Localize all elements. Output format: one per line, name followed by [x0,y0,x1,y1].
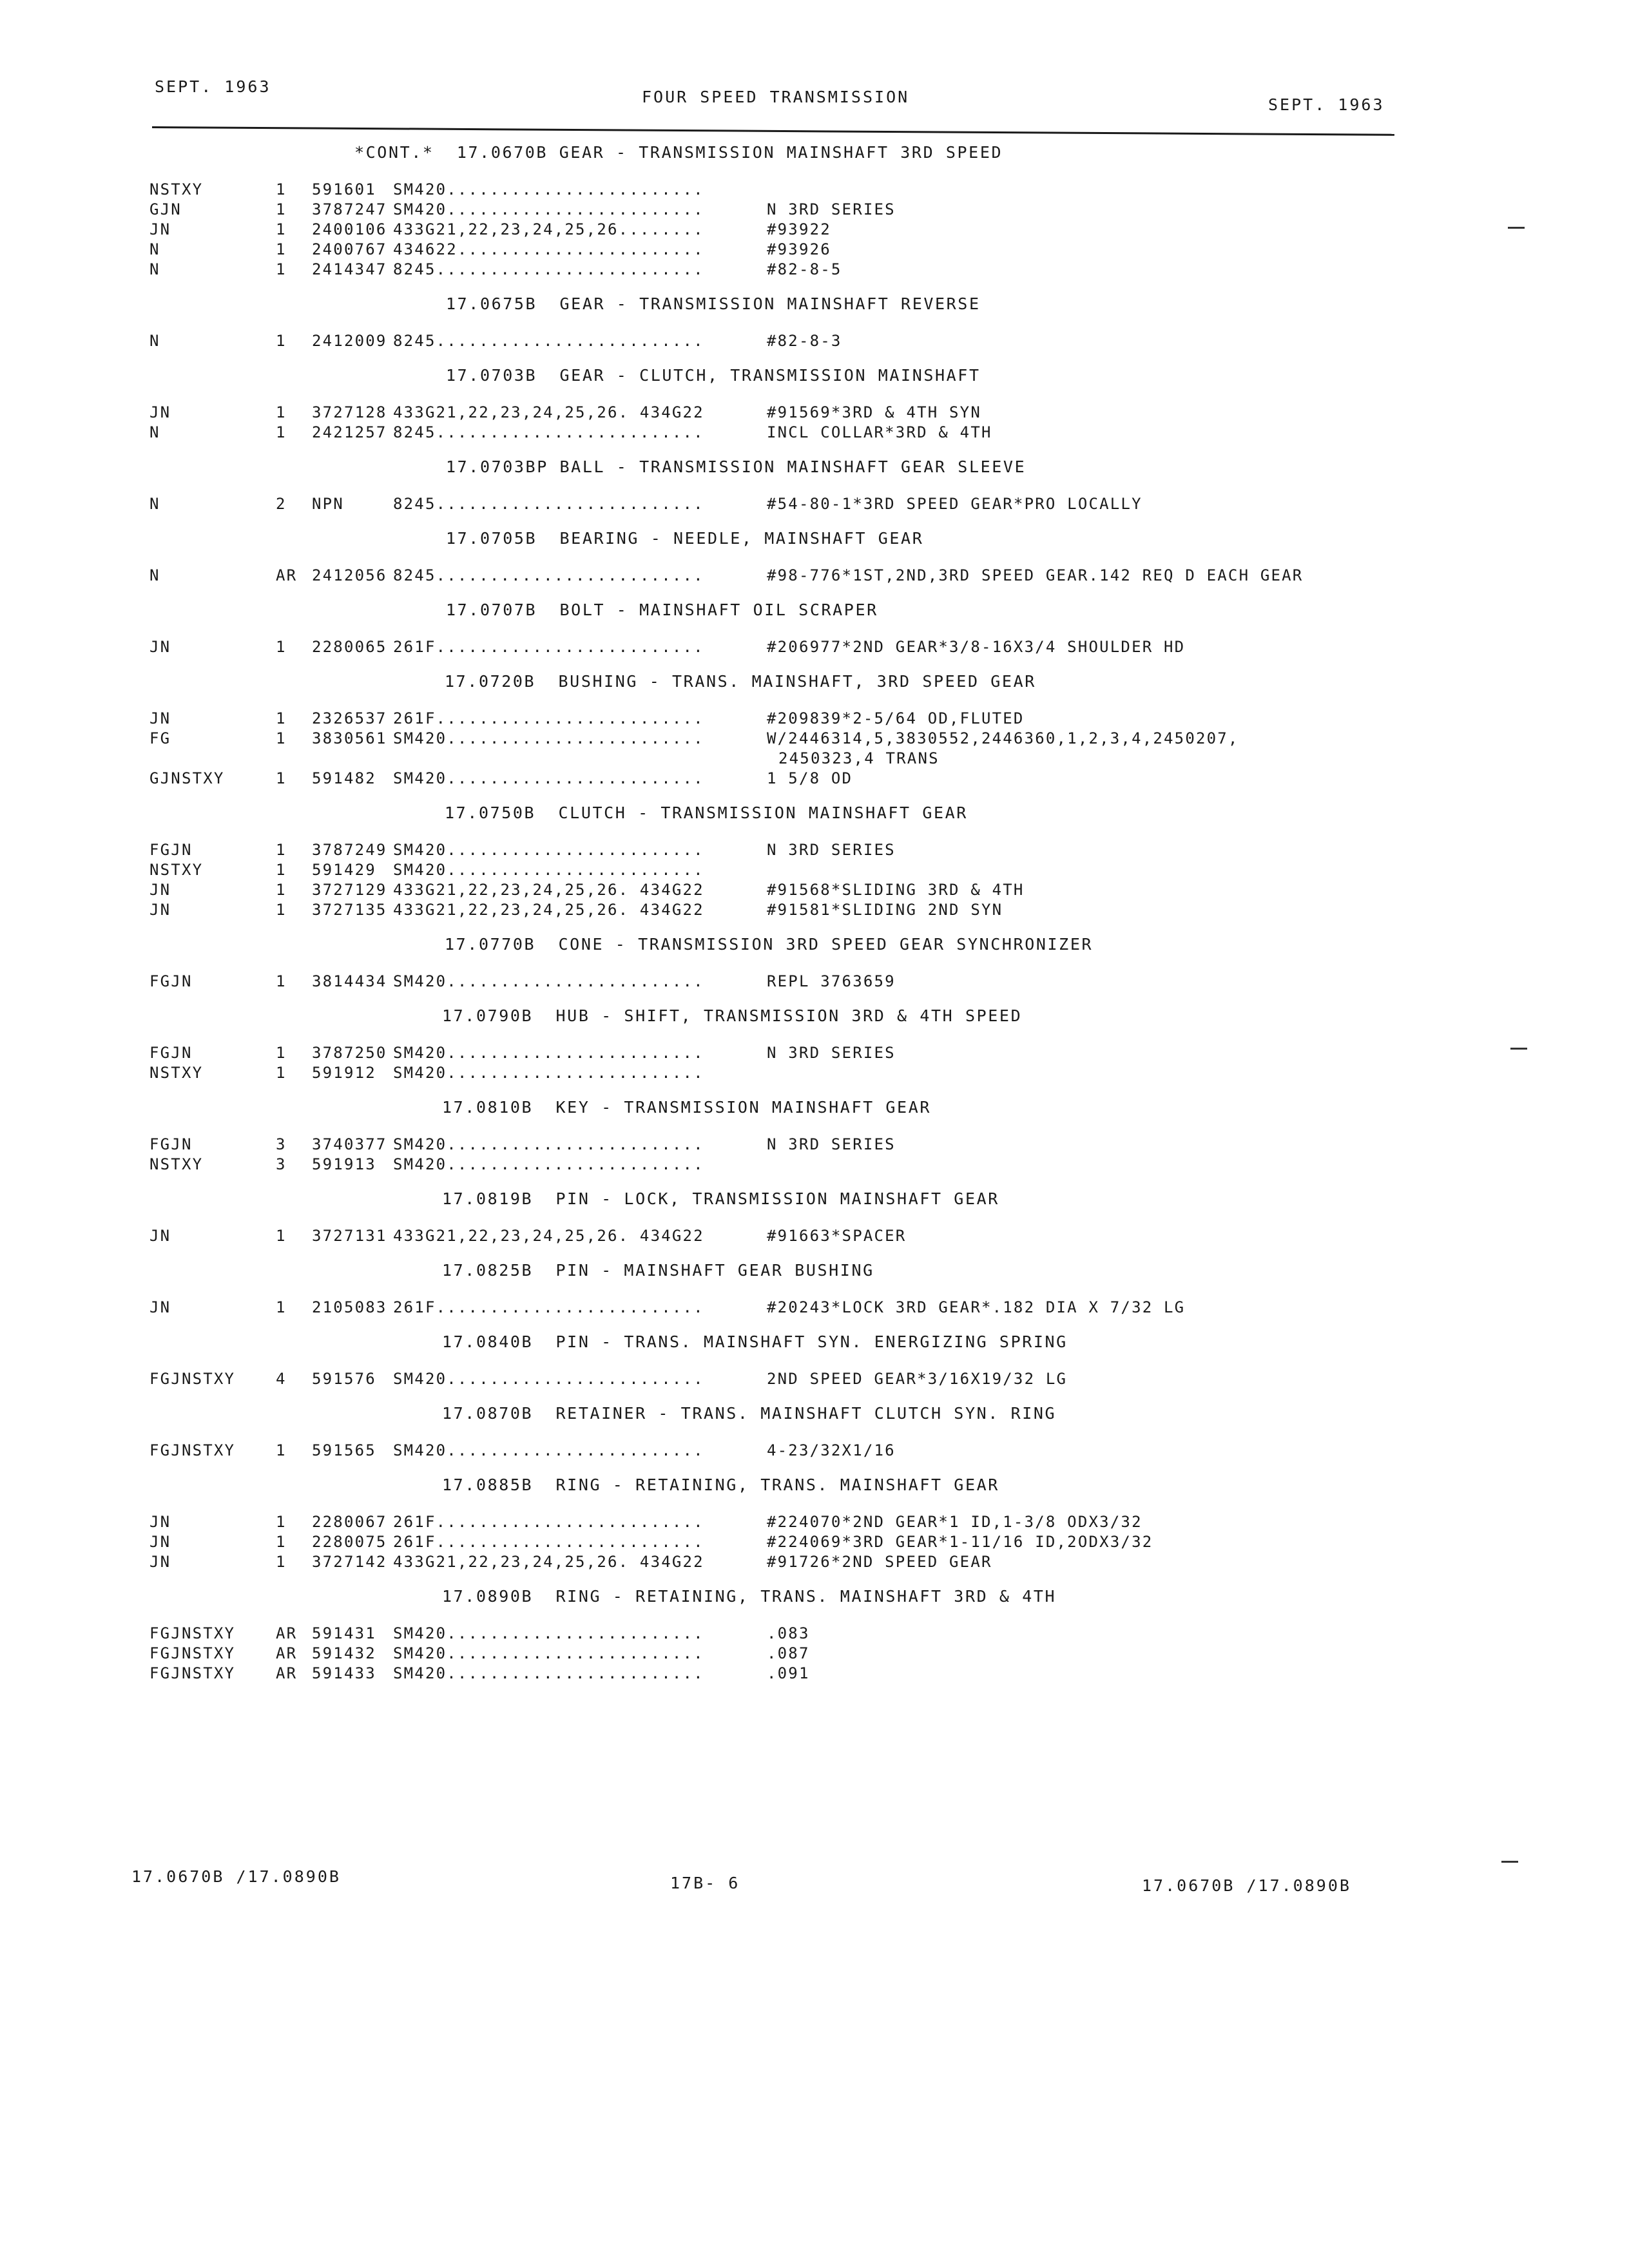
application: SM420........................ [393,200,704,218]
section-rows [149,1624,1425,1684]
quantity: 1 [276,729,287,747]
section-title: 17.0707B BOLT - MAINSHAFT OIL SCRAPER [446,601,878,619]
model-code: N [149,260,160,278]
application: SM420........................ [393,1370,704,1388]
application: 8245......................... [393,332,704,350]
quantity: 1 [276,1064,287,1082]
model-code: NSTXY [149,1064,204,1082]
part-row [149,1064,1425,1084]
application: 261F......................... [393,1533,704,1551]
part-row [149,1044,1425,1064]
section-rows [149,1044,1425,1084]
part-row [149,1227,1425,1247]
part-row [149,1533,1425,1553]
part-row [149,709,1425,729]
model-code: JN [149,881,171,899]
quantity: 1 [276,403,287,421]
application: 433G21,22,23,24,25,26. 434G22 [393,403,704,421]
section-rows [149,1298,1425,1318]
remark: #93922 [767,220,831,238]
parts-section [149,529,1425,586]
application: 433G21,22,23,24,25,26........ [393,220,704,238]
part-number: 3787247 [312,200,387,218]
part-number: 3814434 [312,972,387,990]
section-title: 17.0703BP BALL - TRANSMISSION MAINSHAFT GEAR SLEEVE [446,457,1027,476]
part-row [149,881,1425,901]
footer-range-left: 17.0670B /17.0890B [131,1867,341,1886]
part-row [149,901,1425,921]
application: 8245......................... [393,566,704,584]
section-title-row [149,1006,1425,1027]
application: SM420........................ [393,1135,704,1153]
parts-section [149,1006,1425,1084]
section-title: 17.0890B RING - RETAINING, TRANS. MAINSHAFT 3RD & 4TH [442,1587,1057,1606]
quantity: 1 [276,638,287,656]
remark: #209839*2-5/64 OD,FLUTED [767,709,1025,727]
parts-section [149,1189,1425,1247]
quantity: 1 [276,1298,287,1316]
quantity: 1 [276,1513,287,1531]
section-rows [149,638,1425,658]
quantity: AR [276,566,298,584]
remark: #20243*LOCK 3RD GEAR*.182 DIA X 7/32 LG [767,1298,1186,1316]
application: SM420........................ [393,1044,704,1062]
parts-section [149,457,1425,515]
part-row [149,220,1425,240]
application: 261F......................... [393,1513,704,1531]
remark: #93926 [767,240,831,258]
part-number: 591601 [312,180,376,198]
margin-mark [1501,1861,1518,1863]
header-date-left: SEPT. 1963 [155,77,271,96]
application: SM420........................ [393,1624,704,1642]
section-title: 17.0705B BEARING - NEEDLE, MAINSHAFT GEAR [446,529,924,548]
parts-section [149,1475,1425,1573]
quantity: 1 [276,1533,287,1551]
model-code: FGJNSTXY [149,1370,236,1388]
part-row [149,769,1425,789]
section-rows [149,1227,1425,1247]
remark: #91568*SLIDING 3RD & 4TH [767,881,1025,899]
part-row [149,260,1425,280]
remark: INCL COLLAR*3RD & 4TH [767,423,992,441]
part-row [149,1513,1425,1533]
quantity: AR [276,1644,298,1662]
section-title: 17.0750B CLUTCH - TRANSMISSION MAINSHAFT GEAR [445,803,968,822]
part-row [149,495,1425,515]
part-number: 3727129 [312,881,387,899]
part-number: NPN [312,495,344,513]
section-title-row [149,601,1425,621]
remark: N 3RD SERIES [767,841,896,859]
parts-section [149,601,1425,658]
section-rows [149,495,1425,515]
footer-page-number: 17B- 6 [670,1874,740,1892]
model-code: JN [149,1298,171,1316]
quantity: 1 [276,260,287,278]
quantity: 1 [276,861,287,879]
part-row [149,861,1425,881]
application: 261F......................... [393,709,704,727]
section-title: 17.0825B PIN - MAINSHAFT GEAR BUSHING [442,1261,874,1280]
section-title-row [149,1332,1425,1353]
section-rows [149,403,1425,443]
section-title: 17.0675B GEAR - TRANSMISSION MAINSHAFT REVERSE [446,294,981,313]
application: SM420........................ [393,1064,704,1082]
parts-section [149,143,1425,280]
application: SM420........................ [393,1155,704,1173]
model-code: NSTXY [149,180,204,198]
application: 433G21,22,23,24,25,26. 434G22 [393,1553,704,1571]
part-row [149,566,1425,586]
model-code: JN [149,1513,171,1531]
remark: .083 [767,1624,810,1642]
part-row [149,1644,1425,1664]
part-number: 591576 [312,1370,376,1388]
section-rows [149,566,1425,586]
part-row [149,1155,1425,1175]
application: 433G21,22,23,24,25,26. 434G22 [393,1227,704,1245]
application: SM420........................ [393,972,704,990]
parts-section [149,935,1425,992]
model-code: JN [149,709,171,727]
remark: #82-8-5 [767,260,842,278]
section-title-row [149,1098,1425,1119]
parts-section [149,672,1425,789]
part-number: 2105083 [312,1298,387,1316]
part-number: 3830561 [312,729,387,747]
remark: .087 [767,1644,810,1662]
application: 8245......................... [393,495,704,513]
remark: .091 [767,1664,810,1682]
part-row [149,200,1425,220]
model-code: JN [149,1533,171,1551]
margin-mark [1508,227,1525,229]
quantity: 1 [276,220,287,238]
part-number: 2280075 [312,1533,387,1551]
part-number: 2280065 [312,638,387,656]
quantity: AR [276,1624,298,1642]
part-number: 2412056 [312,566,387,584]
model-code: N [149,423,160,441]
remark: #82-8-3 [767,332,842,350]
remark: 4-23/32X1/16 [767,1441,896,1459]
application: 433G21,22,23,24,25,26. 434G22 [393,881,704,899]
part-row [149,1298,1425,1318]
remark: 2ND SPEED GEAR*3/16X19/32 LG [767,1370,1068,1388]
remark: #206977*2ND GEAR*3/8-16X3/4 SHOULDER HD [767,638,1186,656]
quantity: 1 [276,901,287,919]
application: 8245......................... [393,260,704,278]
part-row [149,729,1425,749]
model-code: FGJNSTXY [149,1441,236,1459]
section-rows [149,1370,1425,1390]
application: SM420........................ [393,180,704,198]
remark: N 3RD SERIES [767,1135,896,1153]
section-title-row [149,1189,1425,1210]
section-rows [149,709,1425,789]
model-code: GJNSTXY [149,769,225,787]
parts-section [149,294,1425,352]
part-row [149,1441,1425,1461]
part-number: 3727128 [312,403,387,421]
remark: #224069*3RD GEAR*1-11/16 ID,2ODX3/32 [767,1533,1153,1551]
part-number: 591913 [312,1155,376,1173]
section-rows [149,180,1425,280]
section-title: 17.0810B KEY - TRANSMISSION MAINSHAFT GEAR [442,1098,932,1117]
part-row [149,1553,1425,1573]
model-code: N [149,566,160,584]
section-title-row [149,457,1425,478]
model-code: FGJN [149,972,193,990]
part-row [149,1624,1425,1644]
quantity: 1 [276,1553,287,1571]
section-rows [149,1513,1425,1573]
parts-section [149,1587,1425,1684]
part-row-continuation [149,749,1425,769]
remark: 2450323,4 TRANS [778,749,940,767]
parts-section [149,803,1425,921]
section-title: *CONT.* 17.0670B GEAR - TRANSMISSION MAINSHAFT 3RD SPEED [354,143,1003,162]
section-rows [149,1441,1425,1461]
part-row [149,240,1425,260]
model-code: JN [149,1227,171,1245]
section-rows [149,972,1425,992]
part-row [149,403,1425,423]
quantity: 1 [276,1227,287,1245]
part-number: 3727135 [312,901,387,919]
remark: 1 5/8 OD [767,769,853,787]
quantity: 3 [276,1135,287,1153]
part-number: 3787250 [312,1044,387,1062]
section-rows [149,332,1425,352]
section-title-row [149,935,1425,956]
application: SM420........................ [393,1441,704,1459]
section-title-row [149,1261,1425,1282]
part-number: 2326537 [312,709,387,727]
part-number: 2412009 [312,332,387,350]
quantity: 1 [276,200,287,218]
section-rows [149,1135,1425,1175]
model-code: N [149,240,160,258]
model-code: FG [149,729,171,747]
model-code: NSTXY [149,1155,204,1173]
part-number: 2280067 [312,1513,387,1531]
remark: N 3RD SERIES [767,1044,896,1062]
part-row [149,841,1425,861]
quantity: 1 [276,332,287,350]
quantity: 1 [276,769,287,787]
quantity: 1 [276,1044,287,1062]
part-number: 2400106 [312,220,387,238]
model-code: FGJN [149,841,193,859]
application: SM420........................ [393,841,704,859]
quantity: 1 [276,972,287,990]
section-title: 17.0819B PIN - LOCK, TRANSMISSION MAINSHAFT GEAR [442,1189,999,1208]
model-code: FGJNSTXY [149,1644,236,1662]
part-number: 3727131 [312,1227,387,1245]
quantity: 1 [276,709,287,727]
section-title-row [149,1404,1425,1425]
remark: #91569*3RD & 4TH SYN [767,403,981,421]
application: SM420........................ [393,1664,704,1682]
part-number: 591433 [312,1664,376,1682]
section-title: 17.0840B PIN - TRANS. MAINSHAFT SYN. ENERGIZING SPRING [442,1332,1068,1351]
model-code: FGJN [149,1135,193,1153]
header-rule [152,126,1394,136]
model-code: FGJNSTXY [149,1624,236,1642]
section-title-row [149,294,1425,315]
part-number: 591431 [312,1624,376,1642]
header-date-right: SEPT. 1963 [1268,95,1385,114]
model-code: FGJNSTXY [149,1664,236,1682]
application: 434622....................... [393,240,704,258]
header-title: FOUR SPEED TRANSMISSION [642,88,910,106]
quantity: 1 [276,841,287,859]
section-rows [149,841,1425,921]
application: 261F......................... [393,1298,704,1316]
section-title-row [149,803,1425,824]
section-title-row [149,529,1425,550]
part-number: 2421257 [312,423,387,441]
section-title-row [149,672,1425,693]
application: 261F......................... [393,638,704,656]
parts-section [149,1261,1425,1318]
application: SM420........................ [393,1644,704,1662]
quantity: 1 [276,1441,287,1459]
application: SM420........................ [393,729,704,747]
remark: #91663*SPACER [767,1227,907,1245]
quantity: 2 [276,495,287,513]
application: 8245......................... [393,423,704,441]
parts-section [149,366,1425,443]
remark: #224070*2ND GEAR*1 ID,1-3/8 ODX3/32 [767,1513,1142,1531]
part-number: 591432 [312,1644,376,1662]
model-code: JN [149,403,171,421]
section-title: 17.0770B CONE - TRANSMISSION 3RD SPEED GEAR SYNCHRONIZER [445,935,1094,954]
part-number: 591565 [312,1441,376,1459]
remark: W/2446314,5,3830552,2446360,1,2,3,4,2450207, [767,729,1239,747]
parts-section [149,1404,1425,1461]
part-row [149,180,1425,200]
part-row [149,423,1425,443]
application: SM420........................ [393,769,704,787]
part-row [149,1370,1425,1390]
application: SM420........................ [393,861,704,879]
margin-mark [1510,1048,1527,1050]
model-code: JN [149,1553,171,1571]
model-code: JN [149,638,171,656]
part-row [149,638,1425,658]
quantity: 1 [276,240,287,258]
section-title-row [149,1475,1425,1496]
model-code: GJN [149,200,182,218]
footer-range-right: 17.0670B /17.0890B [1142,1876,1351,1895]
part-number: 591912 [312,1064,376,1082]
part-number: 591429 [312,861,376,879]
section-title-row [149,143,1425,164]
parts-section [149,1332,1425,1390]
section-title-row [149,1587,1425,1608]
quantity: 1 [276,180,287,198]
part-number: 3787249 [312,841,387,859]
application: 433G21,22,23,24,25,26. 434G22 [393,901,704,919]
remark: REPL 3763659 [767,972,896,990]
quantity: 1 [276,423,287,441]
part-number: 591482 [312,769,376,787]
quantity: 1 [276,881,287,899]
remark: N 3RD SERIES [767,200,896,218]
section-title-row [149,366,1425,387]
part-row [149,1135,1425,1155]
part-row [149,1664,1425,1684]
parts-section [149,1098,1425,1175]
part-number: 2414347 [312,260,387,278]
remark: #91581*SLIDING 2ND SYN [767,901,1003,919]
model-code: JN [149,901,171,919]
section-title: 17.0885B RING - RETAINING, TRANS. MAINSHAFT GEAR [442,1475,999,1494]
quantity: AR [276,1664,298,1682]
quantity: 3 [276,1155,287,1173]
model-code: N [149,495,160,513]
model-code: N [149,332,160,350]
parts-list [149,143,1425,1698]
part-row [149,332,1425,352]
part-number: 3740377 [312,1135,387,1153]
section-title: 17.0703B GEAR - CLUTCH, TRANSMISSION MAINSHAFT [446,366,981,385]
section-title: 17.0790B HUB - SHIFT, TRANSMISSION 3RD & 4TH SPEED [442,1006,1023,1025]
section-title: 17.0870B RETAINER - TRANS. MAINSHAFT CLUTCH SYN. RING [442,1404,1057,1423]
part-number: 3727142 [312,1553,387,1571]
part-number: 2400767 [312,240,387,258]
part-row [149,972,1425,992]
model-code: JN [149,220,171,238]
remark: #54-80-1*3RD SPEED GEAR*PRO LOCALLY [767,495,1142,513]
model-code: FGJN [149,1044,193,1062]
model-code: NSTXY [149,861,204,879]
section-title: 17.0720B BUSHING - TRANS. MAINSHAFT, 3RD SPEED GEAR [445,672,1036,691]
remark: #98-776*1ST,2ND,3RD SPEED GEAR.142 REQ D EACH GEAR [767,566,1304,584]
remark: #91726*2ND SPEED GEAR [767,1553,992,1571]
quantity: 4 [276,1370,287,1388]
